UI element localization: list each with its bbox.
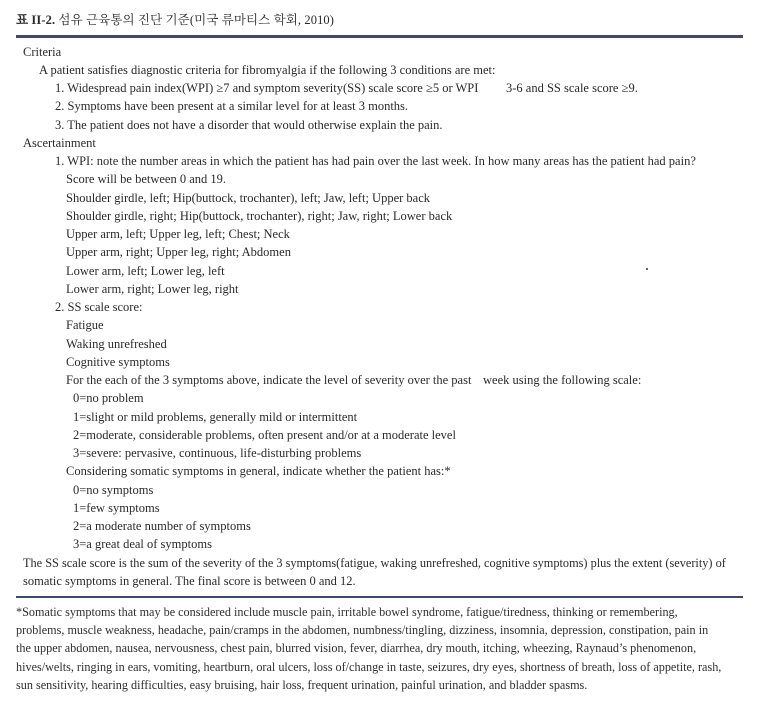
- ss-item: 2. SS scale score:: [55, 300, 143, 314]
- symptom-line: Cognitive symptoms: [66, 355, 170, 369]
- scale-line: 3=severe: pervasive, continuous, life-disturbing problems: [73, 446, 362, 460]
- somatic-instruction: Considering somatic symptoms in general, indicate whether the patient has:*: [66, 464, 451, 478]
- symptom-line: Fatigue: [66, 318, 104, 332]
- footnote-line: sun sensitivity, hearing difficulties, easy bruising, hair loss, frequent urination, painful urination, and bladder spasms.: [16, 677, 588, 692]
- footnote-line: the upper abdomen, nausea, nervousness, chest pain, blurred vision, fever, diarrhea, dry mouth, itching, wheezing, Raynaud’s phenomenon,: [16, 641, 697, 656]
- summary-line-1: The SS scale score is the sum of the severity of the 3 symptoms(fatigue, waking unrefreshed, cognitive symptoms) plus the extent (severity) of: [23, 556, 726, 570]
- table-title-text: 섬유 근육통의 진단 기준(미국 류마티스 학회, 2010): [55, 13, 335, 27]
- symptom-line: Waking unrefreshed: [66, 337, 167, 351]
- somatic-scale-line: 2=a moderate number of symptoms: [73, 519, 251, 533]
- somatic-scale-line: 0=no symptoms: [73, 483, 154, 497]
- somatic-scale-line: 3=a great deal of symptoms: [73, 537, 212, 551]
- wpi-item: 1. WPI: note the number areas in which the patient has had pain over the last week. In how many areas has the patient had pain?: [55, 154, 696, 168]
- footnote-line: hives/welts, ringing in ears, vomiting, heartburn, oral ulcers, loss of/change in taste, seizures, dry eyes, shortness of breath, loss of appetite, rash,: [16, 659, 722, 674]
- area-line: Upper arm, right; Upper leg, right; Abdomen: [66, 245, 291, 259]
- severity-instruction: For the each of the 3 symptoms above, indicate the level of severity over the past: [66, 373, 472, 387]
- severity-instruction-cont: week using the following scale:: [483, 373, 642, 387]
- criteria-item-1: 1. Widespread pain index(WPI) ≥7 and symptom severity(SS) scale score ≥5 or WPI: [55, 81, 479, 95]
- top-rule: [16, 35, 743, 38]
- criteria-item-2: 2. Symptoms have been present at a similar level for at least 3 months.: [55, 99, 409, 113]
- criteria-item-1-cont: 3-6 and SS scale score ≥9.: [506, 81, 638, 95]
- area-line: Shoulder girdle, left; Hip(buttock, trochanter), left; Jaw, left; Upper back: [66, 191, 431, 205]
- table-title: [16, 10, 334, 28]
- footnote-line: problems, muscle weakness, headache, pain/cramps in the abdomen, numbness/tingling, dizziness, insomnia, depression, constipation, pain in: [16, 623, 709, 638]
- table-number: 표 II-2.: [16, 13, 56, 27]
- area-line: Lower arm, right; Lower leg, right: [66, 282, 239, 296]
- scale-line: 0=no problem: [73, 391, 144, 405]
- criteria-item-3: 3. The patient does not have a disorder that would otherwise explain the pain.: [55, 118, 443, 132]
- footnote-line: *Somatic symptoms that may be considered include muscle pain, irritable bowel syndrome, fatigue/tiredness, thinking or remembering,: [16, 605, 678, 619]
- criteria-intro: A patient satisfies diagnostic criteria for fibromyalgia if the following 3 conditions are met:: [39, 63, 496, 77]
- criteria-heading: Criteria: [23, 45, 62, 59]
- somatic-scale-line: 1=few symptoms: [73, 501, 160, 515]
- area-line: Lower arm, left; Lower leg, left: [66, 264, 225, 278]
- area-line: Shoulder girdle, right; Hip(buttock, trochanter), right; Jaw, right; Lower back: [66, 209, 453, 223]
- scale-line: 1=slight or mild problems, generally mild or intermittent: [73, 410, 358, 424]
- scale-line: 2=moderate, considerable problems, often present and/or at a moderate level: [73, 428, 456, 442]
- summary-line-2: somatic symptoms in general. The final score is between 0 and 12.: [23, 574, 356, 588]
- footnote: [16, 603, 740, 694]
- stray-dot: [646, 268, 648, 270]
- area-line: Upper arm, left; Upper leg, left; Chest; Neck: [66, 227, 290, 241]
- wpi-range: Score will be between 0 and 19.: [66, 172, 227, 186]
- ascertainment-heading: Ascertainment: [23, 136, 96, 150]
- footnote-rule: [16, 596, 743, 598]
